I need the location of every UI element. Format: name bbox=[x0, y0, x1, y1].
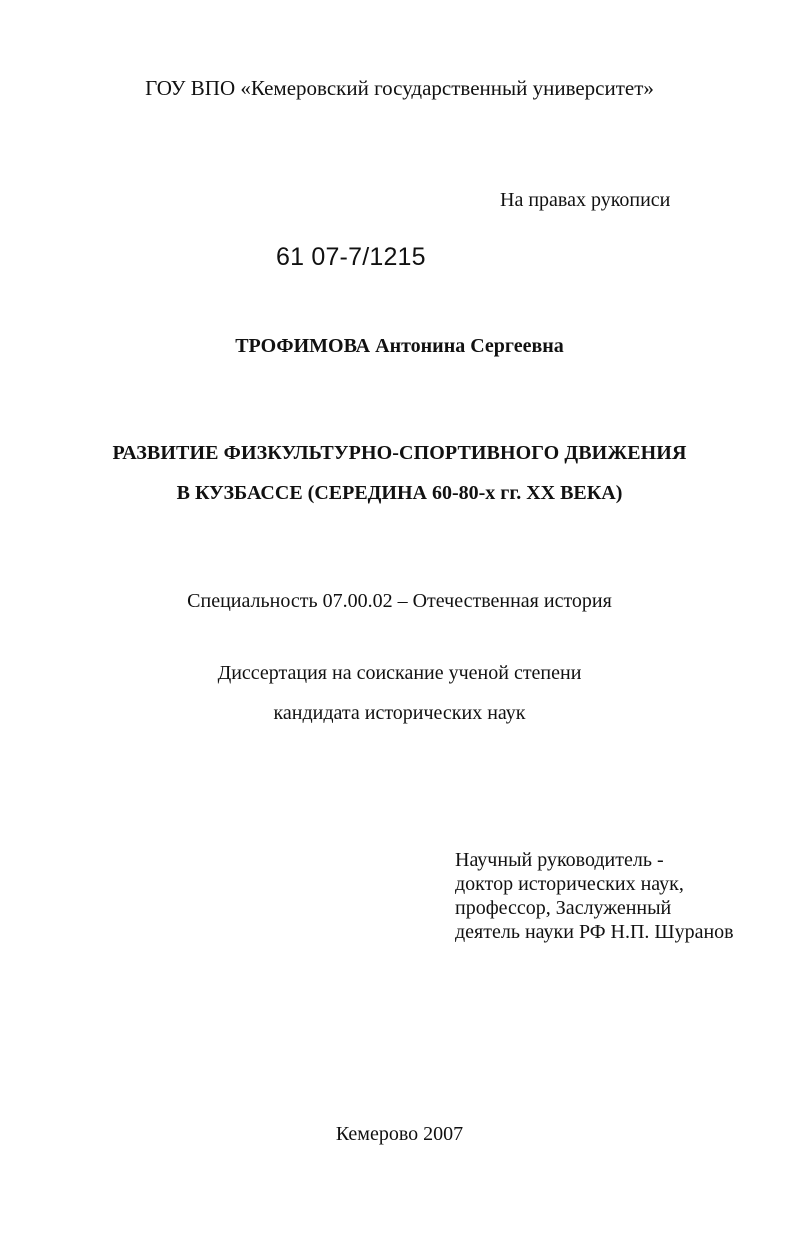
degree-line-2: кандидата исторических наук bbox=[273, 702, 526, 724]
supervisor-line-4: деятель науки РФ Н.П. Шуранов bbox=[455, 921, 734, 943]
place-and-year: Кемерово 2007 bbox=[335, 1123, 464, 1145]
manuscript-note: На правах рукописи bbox=[500, 189, 671, 211]
institution-name: ГОУ ВПО «Кемеровский государственный университет» bbox=[145, 76, 654, 100]
title-line-1: РАЗВИТИЕ ФИЗКУЛЬТУРНО-СПОРТИВНОГО ДВИЖЕНИЯ bbox=[112, 442, 687, 464]
supervisor-line-1: Научный руководитель - bbox=[455, 849, 664, 871]
author-name: ТРОФИМОВА Антонина Сергеевна bbox=[235, 335, 564, 357]
catalog-stamp: 61 07-7/1215 bbox=[276, 243, 426, 271]
degree-line-1: Диссертация на соискание ученой степени bbox=[217, 662, 582, 684]
supervisor-line-2: доктор исторических наук, bbox=[455, 873, 684, 895]
supervisor-block bbox=[455, 848, 734, 944]
supervisor-line-3: профессор, Заслуженный bbox=[455, 897, 672, 919]
title-line-2: В КУЗБАССЕ (СЕРЕДИНА 60-80-х гг. XX ВЕКА) bbox=[176, 482, 623, 504]
specialty: Специальность 07.00.02 – Отечественная история bbox=[187, 590, 612, 612]
